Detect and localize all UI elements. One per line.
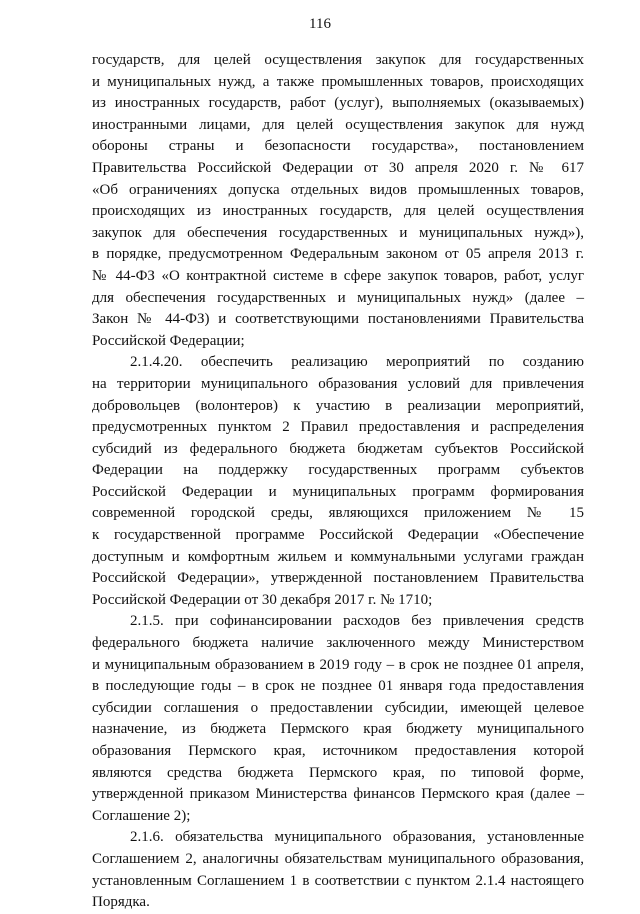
text-line: 2.1.5. при софинансировании расходов без привлечения средств	[130, 613, 584, 630]
paragraph-intro	[92, 50, 584, 352]
text-line: предусмотренных пунктом 2 Правил предоставления и распределения	[92, 419, 584, 436]
text-line: и муниципальных нужд, а также промышленных товаров, происходящих	[92, 73, 584, 90]
text-line: Российской Федерации от 30 декабря 2017 г. № 1710;	[92, 591, 433, 608]
text-line: «Об ограничениях допуска отдельных видов промышленных товаров,	[92, 181, 584, 198]
text-line: образования Пермского края, источником предоставления которой	[92, 743, 584, 759]
text-line: к государственной программе Российской Федерации «Обеспечение	[92, 527, 584, 544]
text-line: утвержденной приказом Министерства финансов Пермского края (далее –	[92, 786, 584, 803]
text-line: закупок для обеспечения государственных и муниципальных нужд»),	[92, 224, 584, 241]
text-line: Российской Федерации;	[92, 332, 245, 349]
text-line: являются средства бюджета Пермского края, по типовой форме,	[92, 764, 584, 781]
text-line: в последующие годы – в срок не позднее 01 января года предоставления	[92, 678, 584, 695]
text-line: установленным Соглашением 1 в соответствии с пунктом 2.1.4 настоящего	[92, 872, 584, 889]
paragraph-2-1-5	[92, 611, 584, 827]
text-line: Закон № 44-ФЗ) и соответствующими постановлениями Правительства	[92, 311, 584, 328]
text-line: и муниципальным образованием в 2019 году – в срок не позднее 01 апреля,	[92, 656, 584, 673]
text-line: Соглашение 2);	[92, 807, 191, 824]
text-line: № 44-ФЗ «О контрактной системе в сфере закупок товаров, работ, услуг	[92, 267, 584, 284]
text-line: происходящих из иностранных государств, для целей осуществления	[92, 203, 584, 220]
page-number: 116	[309, 16, 331, 32]
text-line: иностранными лицами, для целей осуществления закупок для нужд	[92, 116, 584, 133]
text-line: Соглашением 2, аналогичны обязательствам муниципального образования,	[92, 850, 584, 867]
text-line: в порядке, предусмотренном Федеральным законом от 05 апреля 2013 г.	[92, 246, 584, 263]
text-line: Федерации на поддержку государственных программ субъектов	[92, 462, 584, 479]
text-line: современной городской среды, являющихся приложением № 15	[92, 505, 584, 522]
text-line: федерального бюджета наличие заключенного между Министерством	[92, 635, 584, 652]
text-line: добровольцев (волонтеров) к участию в реализации мероприятий,	[92, 397, 584, 414]
text-line: субсидии соглашения о предоставлении субсидии, имеющей целевое	[92, 699, 584, 716]
text-line: назначение, из бюджета Пермского края бюджету муниципального	[92, 721, 584, 738]
text-line: субсидий из федерального бюджета бюджетам субъектов Российской	[92, 440, 584, 457]
text-line: Российской Федерации и муниципальных программ формирования	[92, 483, 584, 500]
text-line: Российской Федерации», утвержденной постановлением Правительства	[92, 570, 584, 587]
text-line: обороны страны и безопасности государства», постановлением	[92, 138, 584, 155]
text-line: государств, для целей осуществления закупок для государственных	[92, 52, 584, 68]
text-line: для обеспечения государственных и муниципальных нужд» (далее –	[92, 289, 584, 306]
text-line: Порядка.	[92, 894, 150, 911]
text-line: доступным и комфортным жильем и коммунальными услугами граждан	[92, 548, 584, 565]
text-line: из иностранных государств, работ (услуг), выполняемых (оказываемых)	[92, 95, 584, 112]
document-body	[92, 50, 584, 914]
text-line: 2.1.4.20. обеспечить реализацию мероприятий по созданию	[130, 354, 584, 371]
text-line: Правительства Российской Федерации от 30 апреля 2020 г. № 617	[92, 159, 584, 176]
paragraph-2-1-6	[92, 827, 584, 913]
text-line: 2.1.6. обязательства муниципального образования, установленные	[130, 829, 584, 846]
text-line: на территории муниципального образования условий для привлечения	[92, 375, 584, 392]
paragraph-2-1-4-20	[92, 352, 584, 611]
